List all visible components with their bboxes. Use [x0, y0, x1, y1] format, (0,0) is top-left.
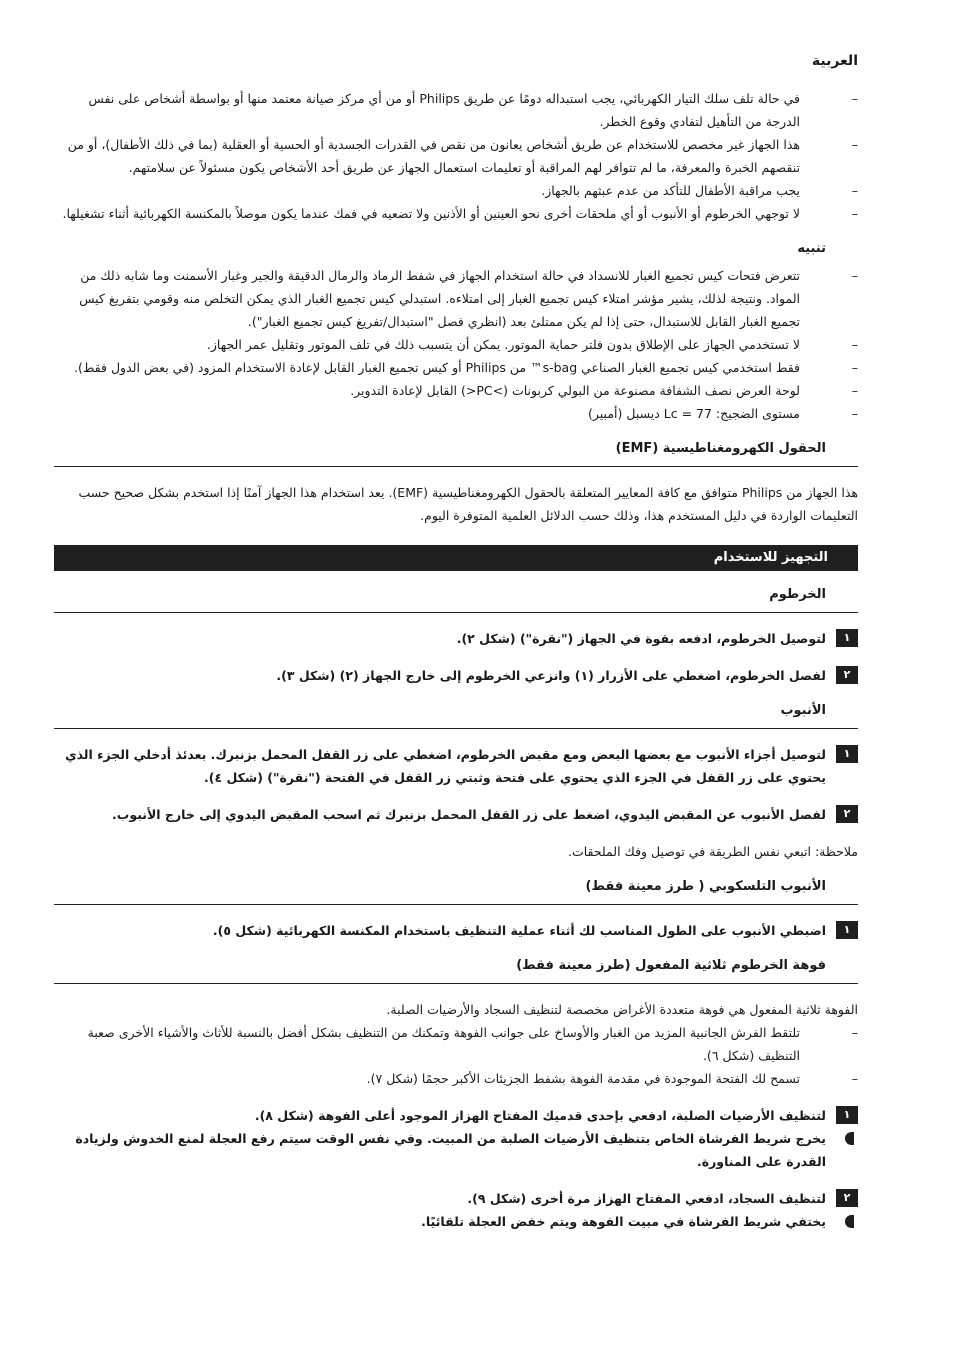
bullet-icon — [845, 1132, 854, 1145]
tube-step — [54, 803, 858, 826]
step-number: ٢ — [836, 1189, 858, 1207]
prepare-section-bar: التجهيز للاستخدام — [54, 545, 858, 571]
manual-page — [54, 50, 858, 1233]
caution-item: – تتعرض فتحات كيس تجميع الغبار للانسداد في حالة استخدام الجهاز في شفط الرماد والرمال الدقيقة والجير وغبار الأسمنت وما شابه ذلك من المواد. ونتيجة لذلك، يشير مؤشر امتلاء كيس تجميع الغبار إلى امتلاءه. استبدلي كيس تجميع الغبار الذي يمكن التخلص منه وقومي بتفريغ كيس تجميع الغبار القابل للاستبدال، حتى إذا لم يكن ممتلئ بعد (انظري فصل "استبدال/تفريغ كيس تجميع الغبار"). — [54, 264, 858, 333]
nozzle-list — [54, 1021, 858, 1090]
step-text: لتوصيل الخرطوم، ادفعه بقوة في الجهاز ("نقرة") (شكل ٢). — [456, 631, 826, 646]
tube-note: ملاحظة: اتبعي نفس الطريقة في توصيل وفك الملحقات. — [567, 844, 858, 859]
tube-step — [54, 743, 858, 789]
telescopic-heading: الأنبوب التلسكوبي ( طرز معينة فقط) — [54, 875, 858, 905]
tube-heading: الأنبوب — [54, 699, 858, 729]
nozzle-step — [54, 1104, 858, 1127]
step-text: لتنظيف الأرضيات الصلبة، ادفعي بإحدى قدميك المفتاح الهزاز الموجود أعلى الفوهة (شكل ٨). — [254, 1108, 826, 1123]
warnings-list — [54, 87, 858, 225]
step-number: ٢ — [836, 666, 858, 684]
caution-heading: تنبيه — [797, 241, 826, 256]
warning-item: – يجب مراقبة الأطفال للتأكد من عدم عبثهم بالجهاز. — [54, 179, 858, 202]
step-text: لفصل الخرطوم، اضغطي على الأزرار (١) وانزعي الخرطوم إلى خارج الجهاز (٢) (شكل ٣). — [276, 668, 826, 683]
step-number: ١ — [836, 745, 858, 763]
nozzle-result — [54, 1210, 858, 1233]
caution-item: – لا تستخدمي الجهاز على الإطلاق بدون فلتر حماية الموتور. يمكن أن يتسبب ذلك في تلف الموتور وتقليل عمر الجهاز. — [54, 333, 858, 356]
caution-item: – لوحة العرض نصف الشفافة مصنوعة من البولي كربونات (>PC<) القابل لإعادة التدوير. — [54, 379, 858, 402]
result-text: يختفي شريط الفرشاة في مبيت الفوهة ويتم خفض العجلة تلقائيًا. — [421, 1214, 826, 1229]
hose-step — [54, 627, 858, 650]
step-number: ١ — [836, 1106, 858, 1124]
nozzle-heading: فوهة الخرطوم ثلاثية المفعول (طرز معينة فقط) — [54, 954, 858, 984]
caution-item: – فقط استخدمي كيس تجميع الغبار الصناعي s-bag™ من Philips أو كيس تجميع الغبار القابل لإعادة الاستخدام المزود (في بعض الدول فقط). — [54, 356, 858, 379]
nozzle-item: – تلتقط الفرش الجانبية المزيد من الغبار والأوساخ على جوانب الفوهة وتمكنك من التنظيف بشكل أفضل بالنسبة للأثاث والأشياء الأخرى صعبة التنظيف (شكل ٦). — [54, 1021, 858, 1067]
step-number: ١ — [836, 921, 858, 939]
hose-heading: الخرطوم — [54, 583, 858, 613]
hose-step — [54, 664, 858, 687]
nozzle-result — [54, 1127, 858, 1173]
emf-paragraph: هذا الجهاز من Philips متوافق مع كافة المعايير المتعلقة بالحقول الكهرومغناطيسية (EMF). يعد استخدام هذا الجهاز آمنًا إذا استخدم بشكل صحيح حسب التعليمات الواردة في دليل المستخدم هذا، وذلك حسب الدلائل العلمية المتوفرة اليوم. — [78, 485, 858, 523]
telescopic-step — [54, 919, 858, 942]
step-number: ٢ — [836, 805, 858, 823]
warning-item: – لا توجهي الخرطوم أو الأنبوب أو أي ملحقات أخرى نحو العينين أو الأذنين ولا تضعيه في فمك عندما يكون موصلاً بالمكنسة الكهربائية أثناء تشغيلها. — [54, 202, 858, 225]
caution-item: – مستوى الضجيج: Lc = 77 ديسبل (أمبير) — [54, 402, 858, 425]
result-text: يخرج شريط الفرشاة الخاص بتنظيف الأرضيات الصلبة من المبيت. وفي نفس الوقت سيتم رفع العجلة لمنع الخدوش ولزيادة القدرة على المناورة. — [75, 1131, 826, 1169]
emf-heading: الحقول الكهرومغناطيسية (EMF) — [54, 437, 858, 467]
warning-item: – في حالة تلف سلك التيار الكهربائي، يجب استبداله دومًا عن طريق Philips أو من أي مركز صيانة معتمد منها أو بواسطة أشخاص على نفس الدرجة من التأهيل لتفادي وقوع الخطر. — [54, 87, 858, 133]
step-number: ١ — [836, 629, 858, 647]
warning-item: – هذا الجهاز غير مخصص للاستخدام عن طريق أشخاص يعانون من نقص في القدرات الجسدية أو الحسية أو العقلية (بما في ذلك الأطفال)، أو من تنقصهم الخبرة والمعرفة، ما لم تتوافر لهم المراقبة أو تعليمات استعمال الجهاز عن طريق أحد الأشخاص يكون مسئولاً عن سلامتهم. — [54, 133, 858, 179]
step-text: لتوصيل أجزاء الأنبوب مع بعضها البعض ومع مقبض الخرطوم، اضغطي على زر القفل المحمل بزنبرك. بعدئذ أدخلي الجزء الذي يحتوي على زر القفل في الجزء الذي يحتوي على فتحة وثبتي زر القفل في الفتحة ("نقرة") (شكل ٤). — [65, 747, 826, 785]
language-title: العربية — [811, 53, 858, 69]
step-text: لتنظيف السجاد، ادفعي المفتاح الهزاز مرة أخرى (شكل ٩). — [467, 1191, 826, 1206]
caution-list — [54, 264, 858, 425]
step-text: اضبطي الأنبوب على الطول المناسب لك أثناء عملية التنظيف باستخدام المكنسة الكهربائية (شكل ٥). — [212, 923, 826, 938]
nozzle-item: – تسمح لك الفتحة الموجودة في مقدمة الفوهة بشفط الجزيئات الأكبر حجمًا (شكل ٧). — [54, 1067, 858, 1090]
nozzle-step — [54, 1187, 858, 1210]
bullet-icon — [845, 1215, 854, 1228]
nozzle-intro: الفوهة ثلاثية المفعول هي فوهة متعددة الأغراض مخصصة لتنظيف السجاد والأرضيات الصلبة. — [386, 1002, 858, 1017]
step-text: لفصل الأنبوب عن المقبض اليدوي، اضغط على زر القفل المحمل بزنبرك ثم اسحب المقبض اليدوي إلى خارج الأنبوب. — [112, 807, 826, 822]
